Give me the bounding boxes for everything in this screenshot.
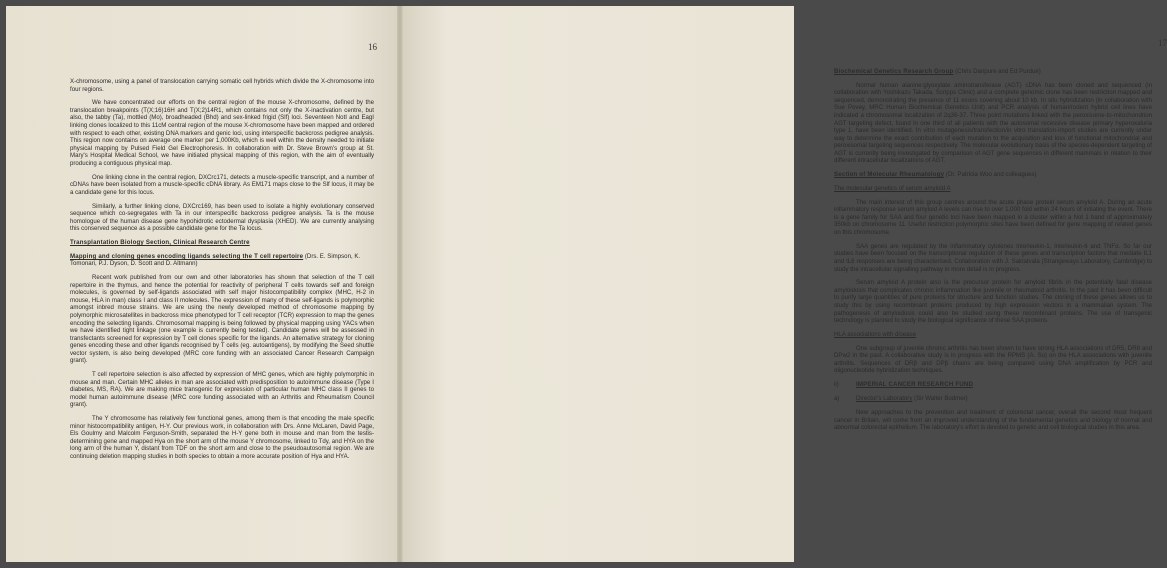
paragraph: SAA genes are regulated by the inflammatory cytokines Interleukin-1, Interleukin-6 and TNFα. So far our studies have been focused on the transcriptional regulation of these genes and transcription factors that mediate IL1 and IL6 responses are being characterised. Collaboration with J. Saklatvala (Strangeways Laboratory, Cambridge) to study the intracellular signalling pathway in more detail is in progress. — [834, 242, 1152, 273]
right-text-column — [834, 68, 1152, 438]
lab-number: a) — [834, 395, 840, 403]
paragraph: T cell repertoire selection is also affected by expression of MHC genes, which are highly polymorphic in mouse and man. Certain MHC alleles in man are associated with predisposition to autoimmune disease (Type I diabetes, MS, RA). We are making mice transgenic for expression of particular human MHC class II genes to model human autoimmune disease (MRC core funding associated with an Arthritis and Rheumatism Council grant). — [70, 371, 374, 409]
icrf-heading: IMPERIAL CANCER RESEARCH FUND — [856, 381, 974, 389]
subsection-heading — [834, 171, 1152, 179]
mapping-heading: Mapping and cloning genes encoding ligands selecting the T cell repertoire — [70, 252, 304, 260]
lab-authors: (Sir Walter Bodmer) — [914, 395, 968, 403]
icrf-number: ii) — [834, 381, 839, 389]
paragraph: Similarly, a further linking clone, DXCrc169, has been used to isolate a highly evolutionary conserved sequence which co-segregates with Ta in our interspecific backcross pedigree analysis. Ta is the mouse homologue of the human disease gene hypohidrotic ectodermal dysplasia (XHED). We are currently analysing this conserved sequence as a possible candidate gene for the Ta locus. — [70, 202, 374, 233]
right-page — [400, 6, 1167, 562]
paragraph: Serum amyloid A protein also is the precursor protein for amyloid fibrils in the potentially fatal disease amyloidosis that complicates chronic inflammation like juvenile or rheumatoid arthritis. In the past it has been difficult to purify large quantities of pure proteins for structure and function studies. The cloning of these genes allows us to study this by using recombinant proteins produced by high expression vectors in a mammalian system. The pathogenesis of amyloidosis could also be studied using these recombinant proteins. The use of transgenic technology is planned to study the biological significance of these SAA proteins. — [834, 279, 1152, 325]
lab-heading-row — [834, 395, 1152, 403]
paragraph: New approaches to the prevention and treatment of colorectal cancer, overall the second most frequent cancer in Britain, will come from an improved understanding of the fundamental genetics and biology of normal and abnormal colorectal epithelium. The laboratory's effort is devoted to genetic and cell biological studies in this area. — [834, 408, 1152, 432]
subsection-heading — [834, 68, 1152, 76]
paragraph: Normal human alanine:glyoxylate aminotransferase (AGT) cDNA has been cloned and sequenced (in collaboration with Yoshikazu Takada, Scripps Clinic) and a complete genomic clone has been restriction mapped and sequenced, demonstrating the presence of 11 exons covering about 10 kb. In situ hybridization (in collaboration with Sue Povey, MRC Human Biochemical Genetics Unit) and PCR analysis of human/rodent hybrid cell lines have indicated a chromosomal localization of 2q36-37. Three point mutations linked with the peroxisome-to-mitochondrion AGT targeting defect, found in one third of all patients with the autosomal recessive disease primary hyperoxaluria type 1, have been identified. In vitro mutagenesis/transfection/in vitro translation-import studies are currently under way to determine the exact contribution of each mutation to the acquisition and loss of functional mitochondrial and peroxisomal targeting sequences respectively. The molecular evolutionary basis of the species-dependent targeting of AGT is currently being investigated by comparison of AGT gene sequences in different mammals in relation to their different intracellular localizations of AGT. — [834, 81, 1152, 165]
paragraph: One subgroup of juvenile chronic arthritis has been shown to have strong HLA associations of DR5, DR8 and DPw2 in the past. A collaborative study is in progress with the RPMS (A. So) on the HLA associations with juvenile arthritis. Sequences of DRβ and DPβ chains are being compared using DNA amplification by PCR and oligonucleotide hybridization techniques. — [834, 344, 1152, 375]
paragraph: Recent work published from our own and other laboratories has shown that selection of the T cell repertoire in the thymus, and hence the potential for reactivity of peripheral T cells towards self and foreign molecules, is governed by self-ligands associated with self major histocompatibility complex (MHC, H-2 in mouse, HLA in man) class I and class II molecules. The expression of many of these self-ligands is polymorphic amongst inbred mouse strains. We are using the newly developed method of chromosome mapping by polymorphic microsatellites in backcross mice phenotyped for T cell receptor (TCR) expression to map the genes encoding the selecting ligands. Chromosomal mapping is being followed by physical mapping using YACs when we have identified tight linkage (one example is currently being tested). Candidate genes will be assessed in transfectants screened for expression by T cell clones specific for the ligands. An alternative strategy for cloning genes encoding these and other ligands recognised by T cells (eg. autoantigens), by modifying the Seed shuttle vector system, is also being developed (MRC core funding with an associated Cancer Research Campaign grant). — [70, 274, 374, 365]
left-page — [6, 6, 400, 562]
mapping-authors: (Drs. E. Simpson, K. Tomonari, P.J. Dyson, D. Scott and D. Altmann) — [70, 252, 361, 268]
book-spread — [6, 6, 1167, 562]
section-heading: Transplantation Biology Section, Clinical Research Centre — [70, 239, 250, 247]
amyloid-heading: The molecular genetics of serum amyloid A — [834, 185, 951, 192]
rheum-authors: (Dr. Patricia Woo and colleagues) — [945, 171, 1037, 179]
book-gutter — [397, 6, 403, 562]
page-number: 16 — [368, 42, 377, 52]
biochem-heading: Biochemical Genetics Research Group — [834, 68, 954, 75]
paragraph: We have concentrated our efforts on the central region of the mouse X-chromosome, defined by the translocation breakpoints (T(X;16)16H and T(X;2)14R1, which contains not only the X-inactivation centre, but also, the tabby (Ta), mottled (Mo), broadheaded (Bhd) and sex-linked frigid (Slf) loci. Seventeen NotI and EagI linking clones localized to this 11cM central region of the mouse X-chromosome have been mapped and ordered with respect to each other, existing DNA markers and genic loci, using interspecific backcross pedigree analysis. This region now contains on average one marker per 1,000Kb, which is well within the density needed to initiate physical mapping by Pulsed Field Gel Electrophoresis. In collaboration with Dr. Steve Brown's group at St. Mary's Hospital Medical School, we have initiated physical mapping of this region, with the aim of eventually producing a contiguous physical map. — [70, 99, 374, 167]
subsection-heading — [70, 253, 374, 268]
page-number: 17 — [1158, 38, 1167, 48]
rheum-heading: Section of Molecular Rheumatology — [834, 171, 945, 179]
paragraph: The main interest of this group centres around the acute phase protein serum amyloid A. During an acute inflammatory response serum amyloid A levels can rise to over 1,000 fold within 24 hours of initiating the event. There is a gene family for SAA and four genetic loci have been mapped in a cluster within a Not 1 band of approximately 350kb on chromosome 11. Useful restriction polymorphic sites have been defined for gene mapping of related genes on this chromosome. — [834, 198, 1152, 237]
hla-heading: HLA associations with disease — [834, 330, 916, 338]
icrf-heading-row — [834, 381, 1152, 389]
paragraph: The Y chromosome has relatively few functional genes, among them is that encoding the male specific minor histocompatibility antigen, H-Y. Our previous work, in collaboration with Drs. Anne McLaren, David Page, Els Goulmy and Malcolm Ferguson-Smith, separated the H-Y gene both in mouse and man from the testis-determining gene and mapped Hya on the short arm of the mouse Y chromosome, linked to Tdy, and HYA on the long arm of the human Y, distant from TDF on the short arm and close to the pseudoautosomal region. We are continuing deletion mapping studies in both species to obtain a more accurate position of Hya and HYA. — [70, 415, 374, 460]
paragraph: X-chromosome, using a panel of translocation carrying somatic cell hybrids which divide the X-chromosome into four regions. — [70, 78, 374, 93]
lab-heading: Director's Laboratory — [856, 395, 913, 403]
left-text-column — [70, 78, 374, 467]
biochem-authors: (Chris Danpure and Ed Purdue) — [955, 68, 1041, 75]
paragraph: One linking clone in the central region, DXCrc171, detects a muscle-specific transcript, and a number of cDNAs have been isolated from a muscle-specific cDNA library. As EM171 maps close to the Slf locus, it may be a candidate gene for this locus. — [70, 173, 374, 196]
